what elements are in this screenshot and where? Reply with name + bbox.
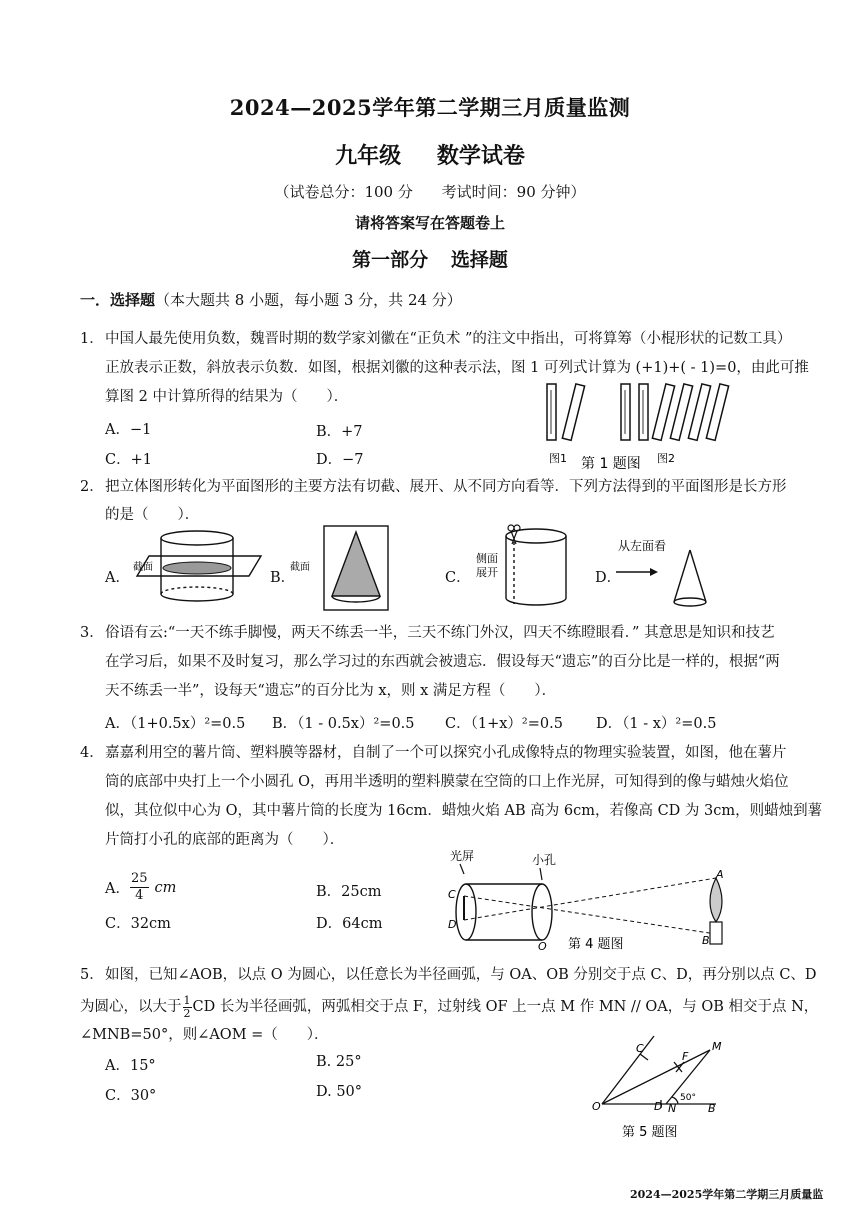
point-b: B bbox=[708, 1102, 716, 1115]
q5-option-d: D. 50° bbox=[316, 1084, 363, 1100]
fraction-denominator: 4 bbox=[135, 888, 144, 903]
q4-line1: 嘉嘉利用空的薯片筒、塑料膜等器材，自制了一个可以探究小孔成像特点的物理实验装置，如图，他在薯片 bbox=[105, 745, 787, 761]
q5-line2 bbox=[80, 994, 818, 1021]
counting-rods-fig1 bbox=[547, 384, 585, 441]
q2-line2: 的是（ ）． bbox=[105, 507, 200, 523]
fraction-numerator: 25 bbox=[130, 871, 148, 886]
q5-line1: 如图，已知∠AOB，以点 O 为圆心，以任意长为半径画弧，与 OA、OB 分别交于点 C、D，再分别以点 C、D bbox=[105, 967, 817, 983]
q5-line2-end: CD 长为半径画弧，两弧相交于点 F，过射线 OF 上一点 M 作 MN // OA，与 OB 相交于点 N， bbox=[192, 999, 819, 1015]
instruction: 请将答案写在答题卷上 bbox=[354, 214, 505, 232]
side-label-1: 侧面 bbox=[476, 552, 498, 565]
q5-line2-start: 为圆心，以大于 bbox=[80, 999, 182, 1015]
q2-line1: 把立体图形转化为平面图形的主要方法有切截、展开、从不同方向看等．下列方法得到的平面图形是长方形 bbox=[105, 479, 787, 495]
q3-number: 3． bbox=[80, 625, 104, 641]
exam-info bbox=[0, 181, 860, 202]
point-m: M bbox=[712, 1040, 722, 1053]
q4-option-d: D．64cm bbox=[316, 916, 383, 932]
q2-number: 2． bbox=[80, 479, 104, 495]
point-c: C bbox=[448, 888, 456, 901]
tube bbox=[456, 884, 552, 940]
q2-option-d: D． bbox=[595, 570, 622, 586]
q2-option-b: B． bbox=[270, 570, 296, 586]
q4-option-a-unit: cm bbox=[154, 879, 177, 896]
q2-figure-a-cylinder-horizontal-cut bbox=[125, 528, 265, 612]
q4-option-c: C．32cm bbox=[105, 916, 171, 932]
angle-label: 50° bbox=[680, 1093, 696, 1103]
q5-option-c: C．30° bbox=[105, 1088, 157, 1104]
q1-fig-caption: 第 1 题图 bbox=[581, 456, 641, 472]
point-f: F bbox=[682, 1050, 689, 1063]
q5-fraction bbox=[183, 995, 192, 1020]
point-d: D bbox=[448, 918, 457, 931]
q1-option-d: D．−7 bbox=[316, 452, 364, 468]
q3-option-b: B．（1 - 0.5x）²=0.5 bbox=[272, 716, 415, 732]
q3-line3: 天不练丢一半”，设每天“遗忘”的百分比为 x，则 x 满足方程（ ）． bbox=[105, 683, 557, 699]
fig2-label: 图2 bbox=[657, 452, 675, 465]
fig1-label: 图1 bbox=[549, 452, 567, 465]
point-c: C bbox=[636, 1042, 644, 1055]
fraction-numerator: 1 bbox=[183, 994, 191, 1007]
page-footer: 2024—2025学年第二学期三月质量监 bbox=[630, 1188, 824, 1201]
point-a: A bbox=[716, 868, 724, 881]
total-score: （试卷总分：100 分 bbox=[274, 183, 413, 201]
q4-line2: 筒的底部中央打上一个小圆孔 O，再用半透明的塑料膜蒙在空筒的口上作光屏，可知得到的像与蜡烛火焰位 bbox=[105, 774, 789, 790]
q2-option-c: C． bbox=[445, 570, 471, 586]
grade-subject bbox=[0, 139, 860, 170]
fraction-denominator: 2 bbox=[183, 1007, 191, 1020]
q5-fig-caption: 第 5 题图 bbox=[622, 1125, 678, 1140]
q5-option-a: A．15° bbox=[105, 1058, 156, 1074]
part-heading bbox=[0, 245, 860, 272]
screen-label: 光屏 bbox=[450, 849, 475, 863]
counting-rods-fig2 bbox=[621, 384, 729, 441]
q1-line2: 正放表示正数，斜放表示负数．如图，根据刘徽的这种表示法，图 1 可列式计算为 (+1)+( - 1)=0，由此可推 bbox=[105, 360, 809, 376]
point-d: D bbox=[654, 1100, 663, 1113]
q3-line2: 在学习后，如果不及时复习，那么学习过的东西就会被遗忘．假设每天“遗忘”的百分比是一样的，根据“两 bbox=[105, 654, 780, 670]
q1-option-b: B．+7 bbox=[316, 424, 363, 440]
q5-line3: ∠MNB=50°，则∠AOM =（ ）． bbox=[80, 1027, 329, 1043]
q1-option-c: C．+1 bbox=[105, 452, 152, 468]
q2-figure-c-cylinder-unfold bbox=[468, 522, 588, 614]
q4-number: 4． bbox=[80, 745, 104, 761]
point-n: N bbox=[668, 1102, 677, 1115]
q4-line3: 似，其位似中心为 O，其中薯片筒的长度为 16cm．蜡烛火焰 AB 高为 6cm，若像高 CD 为 3cm，则蜡烛到薯 bbox=[105, 803, 823, 819]
part-label: 第一部分 bbox=[352, 249, 429, 271]
q3-line1: 俗语有云:“一天不练手脚慢，两天不练丢一半，三天不练门外汉，四天不练瞪眼看．” 其意思是知识和技艺 bbox=[105, 625, 775, 641]
view-label: 从左面看 bbox=[618, 539, 667, 553]
q4-line4: 片筒打小孔的底部的距离为（ ）． bbox=[105, 832, 345, 848]
q4-option-a-prefix: A． bbox=[105, 881, 130, 897]
section-desc: （本大题共 8 小题，每小题 3 分，共 24 分） bbox=[155, 291, 462, 309]
q3-option-a: A．（1+0.5x）²=0.5 bbox=[105, 716, 246, 732]
rod-slanted bbox=[562, 384, 584, 441]
section-label: 一．选择题 bbox=[80, 291, 156, 309]
q4-fig-caption: 第 4 题图 bbox=[568, 937, 624, 952]
part-title: 选择题 bbox=[450, 249, 508, 271]
exam-time: 考试时间：90 分钟） bbox=[441, 183, 586, 201]
point-b: B bbox=[702, 934, 710, 947]
arrow-right-icon bbox=[616, 568, 658, 576]
side-label-2: 展开 bbox=[476, 566, 498, 579]
q3-option-d: D．（1 - x）²=0.5 bbox=[596, 716, 717, 732]
q2-figure-d-cone-left-view bbox=[614, 534, 724, 616]
exam-title: 2024—2025学年第二学期三月质量监测 bbox=[229, 95, 631, 120]
q1-line3: 算图 2 中计算所得的结果为（ ）． bbox=[105, 389, 349, 405]
q5-option-b: B. 25° bbox=[316, 1054, 362, 1070]
section-heading bbox=[80, 289, 462, 310]
point-o: O bbox=[538, 940, 547, 953]
q1-line1: 中国人最先使用负数，魏晋时期的数学家刘徽在“正负术 ”的注文中指出，可将算筹（小棍形状的记数工具） bbox=[105, 331, 792, 347]
candle-icon bbox=[710, 878, 722, 944]
grade: 九年级 bbox=[335, 143, 402, 169]
q4-figure-pinhole-camera bbox=[440, 846, 740, 962]
point-o: O bbox=[592, 1100, 601, 1113]
q5-figure-angle bbox=[588, 1034, 738, 1144]
q1-figure bbox=[535, 376, 745, 476]
q5-number: 5． bbox=[80, 967, 104, 983]
cut-label-a: 截面 bbox=[133, 562, 153, 573]
q3-option-c: C．（1+x）²=0.5 bbox=[445, 716, 563, 732]
q1-number: 1． bbox=[80, 331, 104, 347]
q2-option-a: A． bbox=[105, 570, 130, 586]
cut-label-b: 截面 bbox=[290, 562, 310, 573]
q1-option-a: A．−1 bbox=[105, 422, 152, 438]
q2-figure-b-cone-vertical-cut bbox=[288, 522, 398, 614]
subject: 数学试卷 bbox=[436, 143, 525, 169]
q4-option-a bbox=[105, 871, 176, 904]
q4-option-a-fraction bbox=[130, 871, 149, 904]
q4-option-b: B．25cm bbox=[316, 884, 382, 900]
hole-label: 小孔 bbox=[532, 853, 557, 867]
